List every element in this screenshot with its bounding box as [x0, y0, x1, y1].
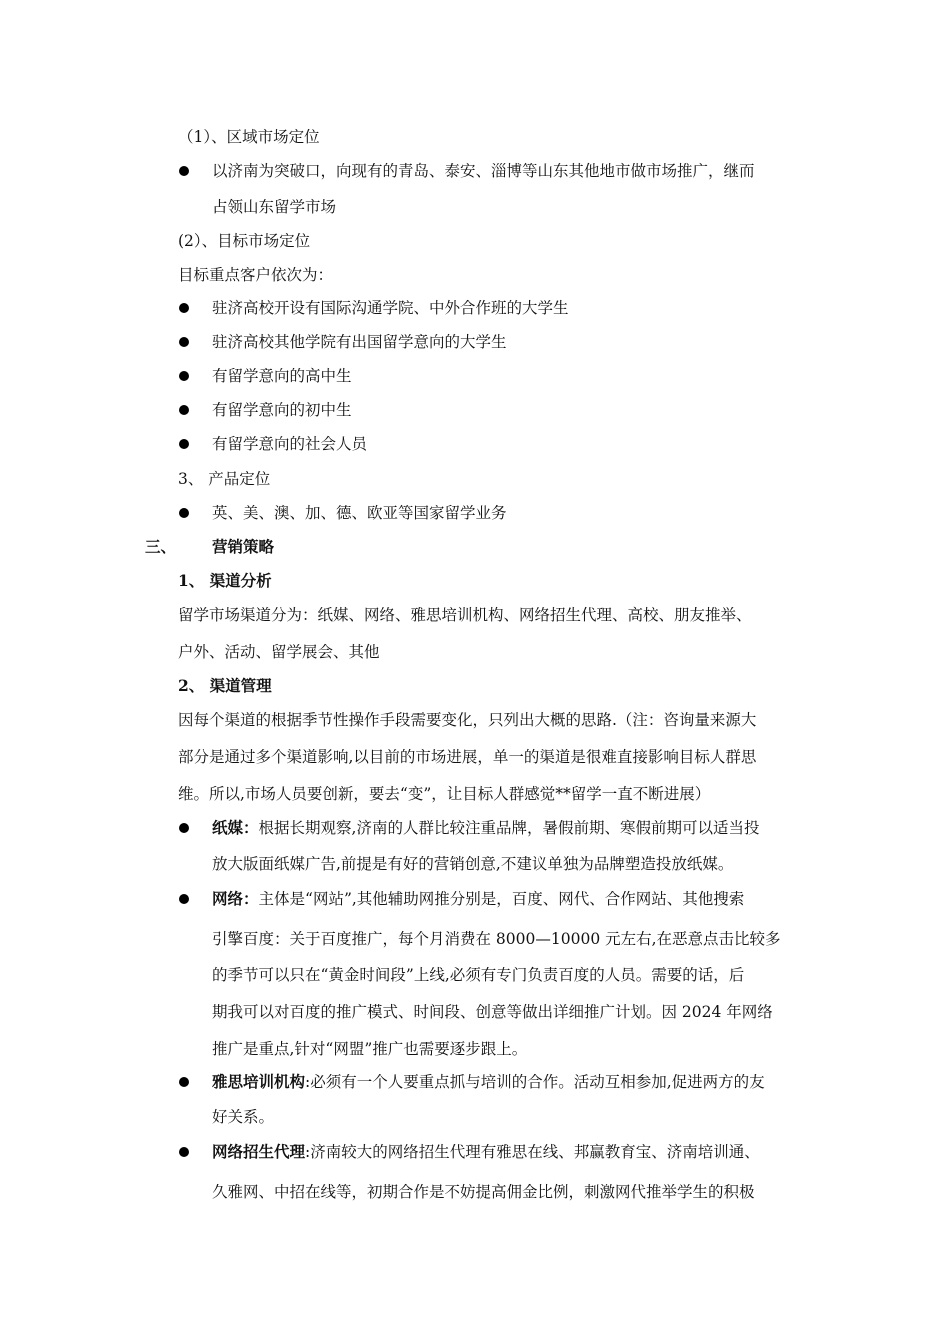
network-label: 网络：: [212, 889, 259, 908]
subsection-heading-channel-analysis: 1、 渠道分析: [178, 571, 272, 590]
bullet-icon: [179, 371, 189, 381]
bullet-icon: [179, 1147, 189, 1157]
agent-line-1: [212, 1142, 760, 1162]
channel-analysis-line-1: 留学市场渠道分为：纸媒、网络、雅思培训机构、网络招生代理、高校、朋友推举、: [178, 606, 752, 624]
bullet-icon: [179, 337, 189, 347]
network-text: 主体是“网站”,其他辅助网推分别是，百度、网代、合作网站、其他搜索: [258, 890, 745, 908]
regional-text-line-1: 以济南为突破口，向现有的青岛、泰安、淄博等山东其他地市做市场推广，继而: [212, 162, 755, 180]
section-title: 营销策略: [212, 537, 275, 556]
channel-analysis-line-2: 户外、活动、留学展会、其他: [178, 643, 380, 661]
target-item: 驻济高校开设有国际沟通学院、中外合作班的大学生: [212, 299, 569, 317]
bullet-icon: [179, 894, 189, 904]
management-line-2: 部分是通过多个渠道影响,以目前的市场进展，单一的渠道是很难直接影响目标人群思: [178, 748, 757, 766]
bullet-icon: [179, 508, 189, 518]
network-line-1: [212, 889, 744, 909]
subsection-heading-product: 3、 产品定位: [178, 470, 271, 488]
agent-label: 网络招生代理: [212, 1142, 306, 1161]
product-text: 英、美、澳、加、德、欧亚等国家留学业务: [212, 504, 507, 522]
ielts-line-1: [212, 1072, 765, 1092]
ielts-text: :必须有一个人要重点抓与培训的合作。活动互相参加,促进两方的友: [305, 1073, 765, 1091]
network-line-5: 推广是重点,针对“网盟”推广也需要逐步跟上。: [212, 1040, 528, 1058]
agent-line-2: 久雅网、中招在线等，初期合作是不妨提高佣金比例，刺激网代推举学生的积极: [212, 1183, 755, 1201]
network-line-2: 引擎百度：关于百度推广，每个月消费在 8000—10000 元左右,在恶意点击比较多: [212, 930, 781, 948]
print-media-line-2: 放大版面纸媒广告,前提是有好的营销创意,不建议单独为品牌塑造投放纸媒。: [212, 855, 734, 873]
network-line-4: 期我可以对百度的推广模式、时间段、创意等做出详细推广计划。因 2024 年网络: [212, 1003, 773, 1021]
bullet-icon: [179, 303, 189, 313]
print-media-label: 纸媒：: [212, 818, 259, 837]
target-item: 有留学意向的高中生: [212, 367, 352, 385]
bullet-icon: [179, 166, 189, 176]
print-media-line-1: [212, 818, 759, 838]
ielts-line-2: 好关系。: [212, 1108, 275, 1126]
subsection-heading-regional: （1）、区域市场定位: [178, 128, 320, 146]
print-media-text: 根据长期观察,济南的人群比较注重品牌，暑假前期、寒假前期可以适当投: [258, 819, 760, 837]
subsection-heading-target: (2）、目标市场定位: [178, 232, 311, 250]
bullet-icon: [179, 405, 189, 415]
agent-text: :济南较大的网络招生代理有雅思在线、邦赢教育宝、济南培训通、: [305, 1143, 760, 1161]
subsection-heading-channel-management: 2、 渠道管理: [178, 676, 272, 695]
network-line-3: 的季节可以只在“黄金时间段”上线,必须有专门负责百度的人员。需要的话，后: [212, 966, 745, 984]
bullet-icon: [179, 1077, 189, 1087]
regional-text-line-2: 占领山东留学市场: [212, 198, 337, 216]
ielts-label: 雅思培训机构: [212, 1072, 306, 1091]
target-intro: 目标重点客户依次为：: [178, 266, 334, 284]
bullet-icon: [179, 823, 189, 833]
management-line-1: 因每个渠道的根据季节性操作手段需要变化，只列出大概的思路.（注：咨询量来源大: [178, 711, 757, 729]
target-item: 有留学意向的社会人员: [212, 435, 368, 453]
management-line-3: 维。所以,市场人员要创新，要去“变”，让目标人群感觉**留学一直不断进展）: [178, 785, 711, 803]
bullet-icon: [179, 439, 189, 449]
target-item: 驻济高校其他学院有出国留学意向的大学生: [212, 333, 507, 351]
target-item: 有留学意向的初中生: [212, 401, 352, 419]
section-number: 三、: [145, 537, 177, 556]
